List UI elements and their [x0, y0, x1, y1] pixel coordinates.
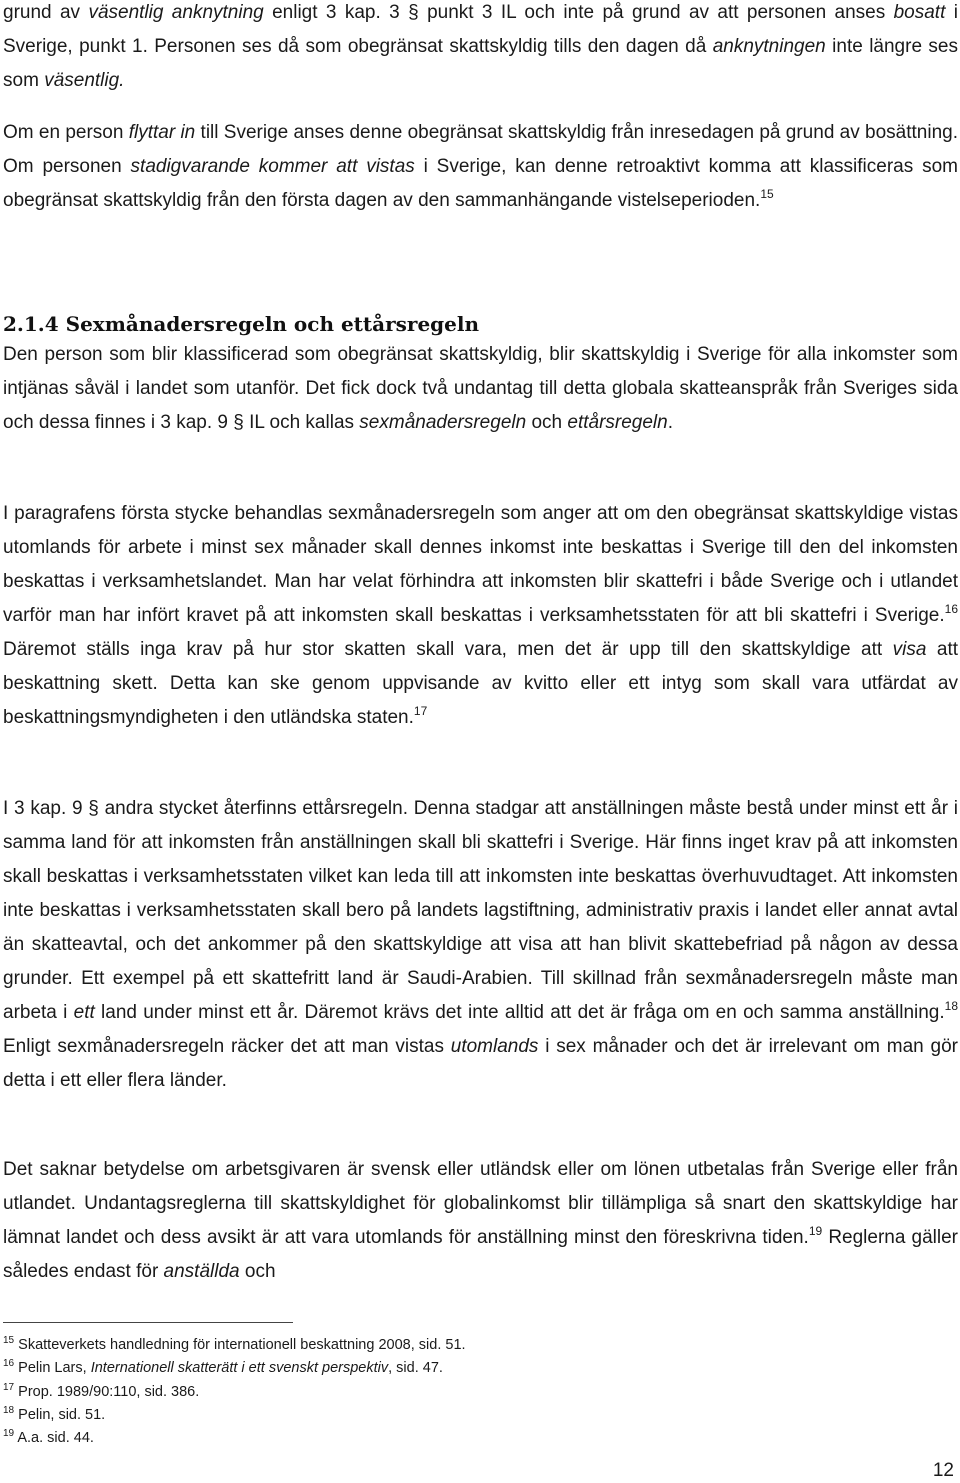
italic-run: anknytningen — [712, 36, 826, 57]
footnote-text: Pelin, sid. 51. — [18, 1407, 106, 1423]
footnote-ref-15[interactable]: 15 — [760, 187, 774, 201]
footnote-divider — [3, 1322, 293, 1323]
section-heading — [3, 311, 958, 337]
paragraph-6-text — [3, 1153, 958, 1289]
paragraph-2 — [3, 116, 958, 218]
text-run: . — [667, 412, 673, 433]
text-run: Däremot ställs inga krav på hur stor skatten skall vara, men det är upp till den skattskyldige att — [3, 639, 893, 660]
footnote-text: Prop. 1989/90:110, sid. 386. — [18, 1384, 200, 1400]
text-run: Det saknar betydelse om arbetsgivaren är svensk eller utländsk eller om lönen utbetalas från Sverige eller från utlandet. Undantagsreglerna till skattskyldighet för globalinkomst blir tillämpliga så snart den skattskyldige har lämnat landet och dess avsikt är att vara utomlands för anställning minst den föreskrivna tiden. — [3, 1159, 958, 1248]
footnote-text: A.a. sid. 44. — [17, 1430, 94, 1446]
footnote-number: 18 — [3, 1405, 15, 1416]
italic-run: anställda — [163, 1261, 240, 1282]
footnote-ref-18[interactable]: 18 — [944, 999, 959, 1013]
paragraph-5-text — [3, 792, 958, 1098]
footnote-text: Pelin Lars, — [18, 1360, 91, 1376]
text-run: till Sverige anses denne obegränsat skattskyldig från inresedagen på grund av bosättning. Om personen — [3, 122, 958, 177]
paragraph-5 — [3, 792, 958, 1098]
footnote-number: 19 — [3, 1428, 15, 1439]
italic-run: stadigvarande kommer att vistas — [130, 156, 415, 177]
text-run: i sex månader och det är irrelevant om man gör detta i ett eller flera länder. — [3, 1036, 958, 1091]
paragraph-4-text — [3, 497, 958, 735]
text-run: och — [526, 412, 568, 433]
footnote-15 — [3, 1336, 466, 1354]
text-run: enligt 3 kap. 3 § punkt 3 IL och inte på grund av att personen anses — [263, 2, 894, 23]
text-run: Reglerna gäller således endast för — [3, 1227, 958, 1282]
footnote-italic: Internationell skatterätt i ett svenskt perspektiv — [90, 1360, 389, 1376]
paragraph-4 — [3, 497, 958, 735]
paragraph-1-text — [3, 0, 958, 98]
italic-run: utomlands — [450, 1036, 539, 1057]
footnote-text: Skatteverkets handledning för internationell beskattning 2008, sid. 51. — [18, 1337, 466, 1353]
footnote-ref-16[interactable]: 16 — [944, 602, 958, 616]
paragraph-3 — [3, 338, 958, 440]
footnote-number: 17 — [3, 1382, 15, 1393]
footnote-17 — [3, 1383, 199, 1401]
text-run: I 3 kap. 9 § andra stycket återfinns ettårsregeln. Denna stadgar att anställningen måste bestå under minst ett år i samma land för att inkomsten från anställningen skall bli skattefri i Sverige. Här finns inget krav på att inkomsten skall beskattas i verksamhetsstaten vilket kan leda till att inkomsten inte beskattas överhuvudtaget. Att inkomsten inte beskattas i verksamhetsstaten skall bero på landets lagstiftning, administrativ praxis i landet eller annat avtal än skatteavtal, och det ankommer på den skattskyldige att visa att han blivit skattebefriad på någon av dessa grunder. Ett exempel på ett skattefritt land är Saudi-Arabien. Till skillnad från sexmånadersregeln måste man arbeta i — [3, 798, 958, 1023]
text-run: Om en person — [3, 122, 129, 143]
footnote-16 — [3, 1359, 443, 1377]
italic-run: bosatt — [893, 2, 946, 23]
text-run: inte längre ses som — [3, 36, 959, 91]
page-number: 12 — [932, 1460, 954, 1481]
italic-run: väsentlig anknytning — [88, 2, 264, 23]
italic-run: flyttar in — [128, 122, 196, 143]
paragraph-1 — [3, 0, 958, 98]
footnote-ref-19[interactable]: 19 — [808, 1224, 823, 1238]
footnote-text: , sid. 47. — [388, 1360, 443, 1376]
italic-run: väsentlig. — [44, 70, 125, 91]
text-run: i Sverige, punkt 1. Personen ses då som obegränsat skattskyldig tills den dagen då — [3, 2, 958, 57]
paragraph-6 — [3, 1153, 958, 1289]
text-run: Enligt sexmånadersregeln räcker det att man vistas — [3, 1036, 451, 1057]
italic-run: ett — [73, 1002, 95, 1023]
paragraph-3-text — [3, 338, 958, 440]
italic-run: ettårsregeln — [567, 412, 668, 433]
text-run: land under minst ett år. Däremot krävs det inte alltid att det är fråga om en och samma anställning. — [94, 1002, 945, 1023]
footnote-ref-17[interactable]: 17 — [413, 704, 428, 718]
footnote-18 — [3, 1406, 105, 1424]
section-title: 2.1.4 Sexmånadersregeln och ettårsregeln — [3, 312, 480, 336]
footnote-number: 16 — [3, 1358, 15, 1369]
text-run: i Sverige, kan denne retroaktivt komma att klassificeras som obegränsat skattskyldig från den första dagen av den sammanhängande vistelseperioden. — [3, 156, 958, 211]
paragraph-2-text — [3, 116, 958, 218]
text-run: I paragrafens första stycke behandlas sexmånadersregeln som anger att om den obegränsat skattskyldige vistas utomlands för arbete i minst sex månader skall dennes inkomst inte beskattas i Sverige till den del inkomsten beskattas i verksamhetslandet. Man har velat förhindra att inkomsten blir skattefri i både Sverige och i utlandet varför man har infört kravet på att inkomsten skall beskattas i verksamhetsstaten för att bli skattefri i Sverige. — [3, 503, 958, 626]
footnote-19 — [3, 1429, 94, 1447]
footnote-number: 15 — [3, 1335, 15, 1346]
italic-run: sexmånadersregeln — [359, 412, 527, 433]
text-run: att beskattning skett. Detta kan ske genom uppvisande av kvitto eller ett intyg som skall vara utfärdat av beskattningsmyndigheten i den utländska staten. — [3, 639, 958, 728]
text-run: och — [239, 1261, 276, 1282]
text-run: Den person som blir klassificerad som obegränsat skattskyldig, blir skattskyldig i Sverige för alla inkomster som intjänas såväl i landet som utanför. Det fick dock två undantag till detta globala skatteanspråk från Sveriges sida och dessa finnes i 3 kap. 9 § IL och kallas — [3, 344, 958, 433]
italic-run: visa — [892, 639, 927, 660]
text-run: grund av — [3, 2, 89, 23]
